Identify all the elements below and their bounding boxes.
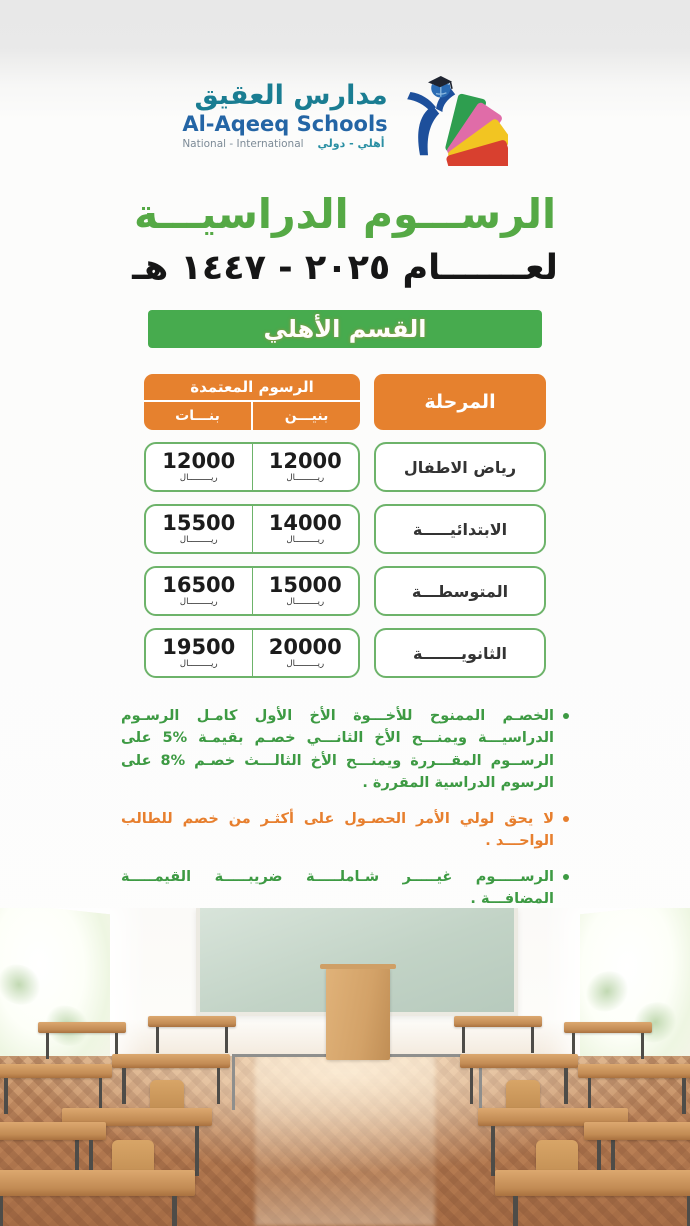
note-item — [121, 866, 569, 911]
fees-cell-pair — [144, 628, 360, 678]
desk — [460, 1054, 578, 1068]
tagline-english: National - International — [182, 137, 304, 150]
currency-label: ريـــــــــال — [286, 473, 325, 484]
desk-top — [454, 1016, 542, 1027]
boys-fee-cell — [252, 568, 359, 614]
note-item — [121, 705, 569, 795]
fee-amount: 16500 — [162, 573, 236, 598]
note-text: الرســـــوم غيـــــر شـاملـــــة ضريبـــــة القيمـــــة المضافـــة . — [121, 868, 554, 908]
desk-top — [564, 1022, 652, 1033]
desk-leg — [565, 1068, 569, 1104]
table-header-row — [144, 374, 546, 430]
section-banner-label: القسم الأهلي — [263, 315, 427, 343]
stage-cell: الثانويـــــــة — [374, 628, 546, 678]
girls-fee-cell — [146, 630, 252, 676]
tagline-arabic: أهلي - دولي — [317, 136, 385, 150]
bullet-dot-icon — [563, 816, 569, 822]
currency-label: ريـــــــــال — [179, 659, 218, 670]
table-row — [144, 504, 546, 554]
currency-label: ريـــــــــال — [179, 597, 218, 608]
fee-amount: 15500 — [162, 511, 236, 536]
fee-amount: 19500 — [162, 635, 236, 660]
fees-cell-pair — [144, 504, 360, 554]
school-logo — [0, 0, 690, 166]
desk-leg — [683, 1078, 687, 1114]
bullet-dot-icon — [563, 713, 569, 719]
note-text: لا يحق لولي الأمر الحصـول على أكثـر من خصم للطالب الواحـــد . — [121, 810, 554, 850]
desk-top — [578, 1064, 690, 1078]
fees-header-title: الرسوم المعتمدة — [144, 374, 360, 402]
boys-fee-cell — [252, 444, 359, 490]
desk-top — [584, 1122, 690, 1140]
approved-fees-header — [144, 374, 360, 430]
desk — [578, 1064, 690, 1078]
school-name-arabic: مدارس العقيق — [194, 80, 388, 112]
girls-fee-cell — [146, 444, 252, 490]
boys-column-header: بنيـــن — [251, 402, 360, 430]
table-row — [144, 566, 546, 616]
logo-text-block — [182, 82, 387, 149]
section-banner — [148, 310, 542, 348]
fee-amount: 12000 — [162, 449, 236, 474]
table-row — [144, 628, 546, 678]
girls-fee-cell — [146, 506, 252, 552]
desk-top — [460, 1054, 578, 1068]
classroom-photo — [0, 908, 690, 1226]
fee-amount: 12000 — [268, 449, 342, 474]
boys-fee-cell — [252, 506, 359, 552]
school-tagline — [182, 138, 387, 150]
fees-table — [144, 374, 546, 678]
currency-label: ريـــــــــال — [286, 535, 325, 546]
currency-label: ريـــــــــال — [179, 473, 218, 484]
girls-column-header: بنـــات — [175, 408, 220, 424]
fee-amount: 20000 — [268, 635, 342, 660]
desk — [495, 1170, 690, 1196]
fee-amount: 14000 — [268, 511, 342, 536]
note-text: الخصـم الممنوح للأخـــوة الأخ الأول كامـل الرسـوم الدراسيـــة ويمنـــح الأخ الثانـــي خصـم بقيمـة %5 على الرســوم المقـــررة ويمنـــح الأخ الثالـــث خصـم %8 على الرسوم الدراسية المقررة . — [121, 708, 554, 792]
desk-leg — [491, 1126, 495, 1176]
table-row — [144, 442, 546, 492]
desk — [454, 1016, 542, 1027]
stage-cell: رياض الاطفال — [374, 442, 546, 492]
bullet-dot-icon — [563, 874, 569, 880]
desk-leg — [531, 1027, 534, 1053]
desk-group-right — [0, 908, 690, 1226]
desk-leg — [470, 1068, 474, 1104]
fees-cell-pair — [144, 442, 360, 492]
desk-leg — [513, 1196, 518, 1226]
stage-column-header: المرحلة — [374, 374, 546, 430]
fees-cell-pair — [144, 566, 360, 616]
school-name-english: Al-Aqeeq Schools — [182, 111, 388, 136]
currency-label: ريـــــــــال — [286, 659, 325, 670]
stage-cell: الابتدائيـــــة — [374, 504, 546, 554]
note-item — [121, 808, 569, 853]
desk-leg — [462, 1027, 465, 1053]
desk — [564, 1022, 652, 1033]
book-person-logo-icon — [396, 66, 508, 166]
desk-top — [495, 1170, 690, 1196]
desk-leg — [641, 1033, 644, 1059]
year-subtitle: لعـــــــام ٢٠٢٥ - ١٤٤٧ هـ — [132, 248, 558, 288]
boys-fee-cell — [252, 630, 359, 676]
fee-amount: 15000 — [268, 573, 342, 598]
page-title: الرســـوم الدراسيـــة — [133, 190, 557, 238]
stage-cell: المتوسطـــة — [374, 566, 546, 616]
desk — [584, 1122, 690, 1140]
girls-fee-cell — [146, 568, 252, 614]
currency-label: ريـــــــــال — [286, 597, 325, 608]
currency-label: ريـــــــــال — [179, 535, 218, 546]
